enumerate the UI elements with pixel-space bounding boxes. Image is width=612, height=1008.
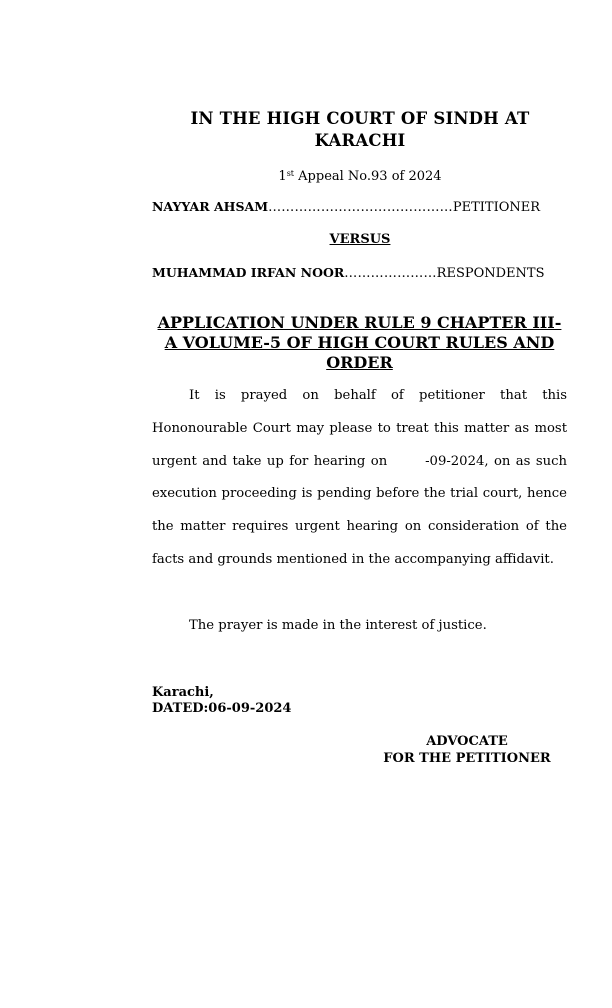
- appeal-ordinal: 1: [278, 169, 287, 184]
- court-heading: [175, 108, 545, 152]
- court-heading-line1: IN THE HIGH COURT OF SINDH AT: [190, 109, 530, 128]
- application-title: APPLICATION UNDER RULE 9 CHAPTER III-A VOLUME-5 OF HIGH COURT RULES AND ORDER: [157, 313, 562, 372]
- respondent-line: [152, 264, 572, 283]
- date-label: DATED:06-09-2024: [152, 701, 292, 716]
- petitioner-line: [152, 198, 572, 217]
- appeal-number: [175, 165, 545, 186]
- court-heading-line2: KARACHI: [314, 131, 406, 150]
- petitioner-name: NAYYAR AHSAM: [152, 199, 269, 214]
- prayer-paragraph: It is prayed on behalf of petitioner that this Hononourable Court may please to treat this matter as most urgent and take up for hearing on -09-2024, on as such execution proceeding is pending before the trial court, hence the matter requires urgent hearing on consideration of the facts and grounds mentioned in the accompanying affidavit.: [152, 388, 572, 567]
- versus-heading: VERSUS: [329, 232, 391, 247]
- closing-paragraph: The prayer is made in the interest of justice.: [189, 618, 487, 633]
- appeal-number-rest: Appeal No.93 of 2024: [294, 169, 442, 184]
- signatory-title: ADVOCATE: [426, 734, 508, 749]
- appeal-ordinal-suffix: st: [286, 169, 295, 178]
- respondent-name: MUHAMMAD IRFAN NOOR: [152, 265, 345, 280]
- signatory-for: FOR THE PETITIONER: [383, 751, 551, 766]
- petitioner-role: PETITIONER: [452, 200, 541, 215]
- place-label: Karachi,: [152, 685, 214, 700]
- respondent-role: RESPONDENTS: [436, 266, 545, 281]
- respondent-leader-dots: …………………: [344, 266, 437, 281]
- petitioner-leader-dots: ……………………………………: [268, 200, 453, 215]
